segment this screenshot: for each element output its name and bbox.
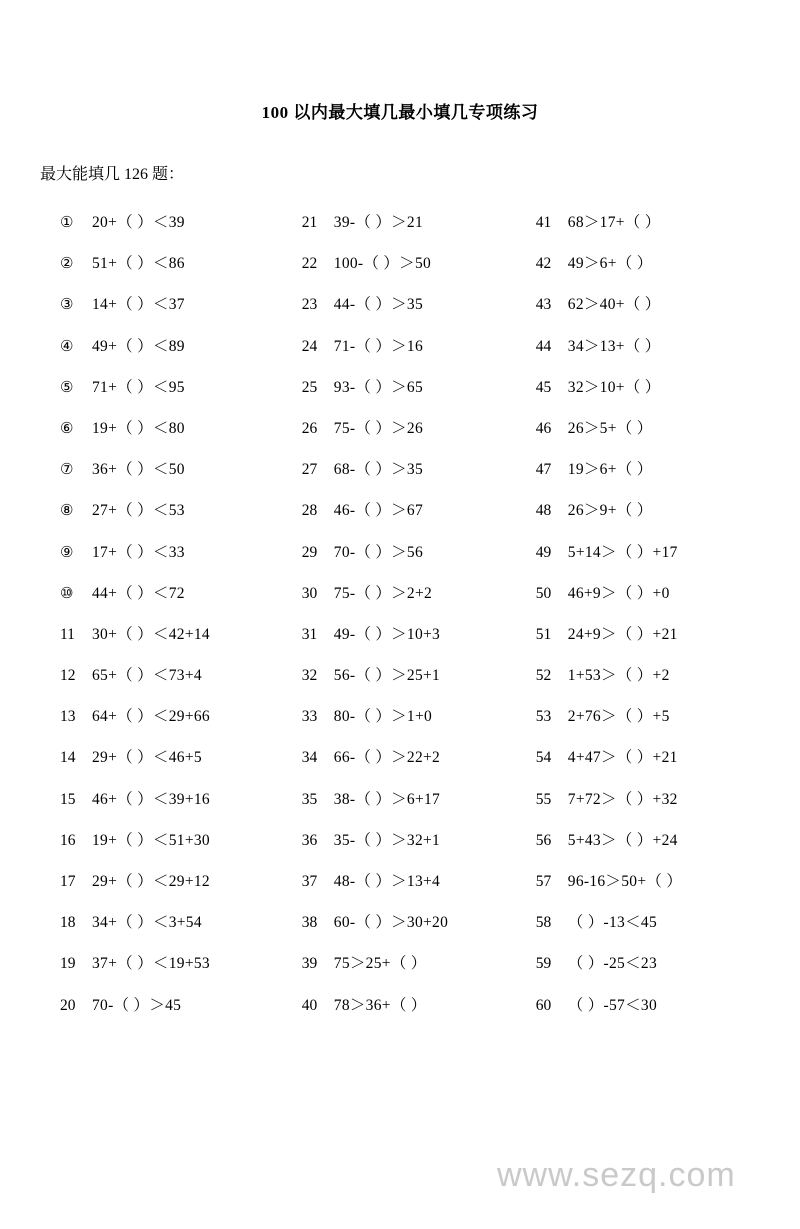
problem-text: 7+72＞（ ）+32 (567, 790, 678, 808)
problem-row (302, 704, 536, 745)
problem-row (60, 251, 302, 292)
problem-number: ④ (60, 338, 74, 355)
problem-number: 51 (535, 625, 552, 643)
problem-row (60, 622, 302, 663)
problem-text: 19＞6+（ ） (567, 461, 653, 479)
problem-text: 49＞6+（ ） (567, 255, 653, 273)
problem-number: 53 (535, 708, 552, 726)
problem-number: ⑨ (60, 544, 74, 561)
problem-row (302, 663, 536, 704)
problem-number: 40 (301, 996, 318, 1014)
problem-row (60, 540, 302, 581)
problem-row (60, 869, 302, 910)
problem-text: 49+（ ）＜89 (92, 337, 185, 355)
problem-row (60, 498, 302, 539)
problem-row (60, 416, 302, 457)
problem-row (536, 787, 760, 828)
problem-text: 71-（ ）＞16 (333, 337, 424, 355)
problem-number: 23 (301, 296, 318, 314)
problem-text: 48-（ ）＞13+4 (333, 873, 441, 890)
problem-number: ⑩ (60, 585, 74, 602)
problem-columns (40, 210, 760, 1034)
problem-number: 38 (301, 914, 318, 932)
problem-number: 37 (301, 873, 318, 890)
problem-number: 59 (535, 955, 552, 973)
problem-text: 30+（ ）＜42+14 (92, 625, 210, 643)
problem-row (302, 828, 536, 869)
problem-text: 60-（ ）＞30+20 (333, 914, 449, 932)
problem-text: 34+（ ）＜3+54 (92, 914, 202, 932)
problem-row (302, 457, 536, 498)
problem-text: 68-（ ）＞35 (333, 461, 424, 479)
problem-text: 27+（ ）＜53 (92, 502, 185, 520)
problem-number: 15 (60, 790, 76, 808)
problem-text: 71+（ ）＜95 (92, 378, 185, 396)
problem-row (60, 704, 302, 745)
problem-column-1 (60, 210, 302, 1034)
problem-row (536, 210, 760, 251)
problem-number: 29 (301, 543, 318, 561)
problem-text: （ ）-25＜23 (567, 955, 658, 973)
problem-row (536, 745, 760, 786)
section-heading: 最大能填几 126 题： (40, 166, 185, 183)
problem-text: 70-（ ）＞56 (333, 543, 424, 561)
problem-number: ⑦ (60, 462, 74, 479)
problem-number: 42 (535, 255, 552, 273)
problem-number: ⑧ (60, 503, 74, 520)
problem-number: 31 (301, 625, 318, 643)
problem-number: 52 (535, 667, 552, 685)
problem-row (536, 334, 760, 375)
problem-text: 38-（ ）＞6+17 (333, 790, 441, 808)
problem-row (302, 416, 536, 457)
problem-row (302, 540, 536, 581)
problem-text: （ ）-57＜30 (567, 996, 658, 1014)
problem-number: 22 (301, 255, 318, 273)
problem-text: 4+47＞（ ）+21 (567, 749, 678, 767)
problem-row (60, 828, 302, 869)
problem-row (536, 581, 760, 622)
problem-number: 32 (301, 667, 318, 685)
problem-number: 24 (301, 337, 318, 355)
problem-text: 75-（ ）＞26 (333, 419, 424, 437)
problem-number: 12 (60, 667, 76, 685)
problem-number: ⑥ (60, 420, 74, 437)
problem-number: 44 (535, 337, 552, 355)
problem-column-3 (536, 210, 760, 1034)
problem-text: 75＞25+（ ） (333, 955, 427, 973)
problem-text: （ ）-13＜45 (567, 914, 658, 932)
problem-row (60, 993, 302, 1034)
problem-text: 70-（ ）＞45 (92, 996, 182, 1014)
problem-number: 50 (535, 584, 552, 602)
problem-row (60, 334, 302, 375)
problem-text: 46+9＞（ ）+0 (567, 584, 670, 602)
problem-row (302, 251, 536, 292)
problem-text: 39-（ ）＞21 (333, 214, 424, 231)
problem-row (536, 622, 760, 663)
problem-row (536, 663, 760, 704)
problem-text: 37+（ ）＜19+53 (92, 955, 210, 973)
watermark: www.sezq.com (497, 1156, 736, 1194)
problem-text: 93-（ ）＞65 (333, 378, 424, 396)
problem-text: 20+（ ）＜39 (92, 214, 185, 231)
problem-row (536, 457, 760, 498)
problem-number: 36 (301, 831, 318, 849)
problem-column-2 (302, 210, 536, 1034)
problem-row (536, 828, 760, 869)
problem-row (536, 251, 760, 292)
problem-number: 39 (301, 955, 318, 973)
problem-row (536, 704, 760, 745)
problem-text: 62＞40+（ ） (567, 296, 661, 314)
problem-row (302, 993, 536, 1034)
problem-row (536, 292, 760, 333)
problem-text: 56-（ ）＞25+1 (333, 667, 441, 685)
problem-number: 43 (535, 296, 552, 314)
problem-text: 14+（ ）＜37 (92, 296, 185, 314)
problem-text: 46-（ ）＞67 (333, 502, 424, 520)
problem-text: 78＞36+（ ） (333, 996, 427, 1014)
problem-number: 41 (535, 214, 552, 231)
page-title: 100 以内最大填几最小填几专项练习 (261, 103, 539, 122)
problem-number: 58 (535, 914, 552, 932)
problem-row (302, 910, 536, 951)
problem-row (60, 910, 302, 951)
problem-number: 55 (535, 790, 552, 808)
problem-row (60, 745, 302, 786)
problem-text: 2+76＞（ ）+5 (567, 708, 670, 726)
problem-row (302, 622, 536, 663)
problem-number: 45 (535, 378, 552, 396)
problem-number: 20 (60, 996, 76, 1014)
problem-row (60, 787, 302, 828)
problem-text: 5+14＞（ ）+17 (567, 543, 678, 561)
problem-text: 44-（ ）＞35 (333, 296, 424, 314)
problem-number: 35 (301, 790, 318, 808)
problem-number: 18 (60, 914, 76, 932)
problem-number: 54 (535, 749, 552, 767)
problem-number: 14 (60, 749, 76, 767)
problem-row (302, 292, 536, 333)
problem-text: 26＞9+（ ） (567, 502, 653, 520)
problem-row (302, 745, 536, 786)
problem-number: 49 (535, 543, 552, 561)
problem-text: 36+（ ）＜50 (92, 461, 185, 479)
problem-text: 49-（ ）＞10+3 (333, 625, 441, 643)
problem-row (302, 581, 536, 622)
problem-row (302, 951, 536, 992)
problem-row (536, 993, 760, 1034)
problem-number: 34 (301, 749, 318, 767)
problem-text: 1+53＞（ ）+2 (567, 667, 670, 685)
problem-row (302, 375, 536, 416)
problem-row (302, 210, 536, 251)
problem-number: 46 (535, 419, 552, 437)
problem-number: 13 (60, 708, 76, 726)
problem-row (536, 869, 760, 910)
problem-row (536, 416, 760, 457)
problem-text: 80-（ ）＞1+0 (333, 708, 433, 726)
problem-number: ⑤ (60, 379, 74, 396)
problem-text: 32＞10+（ ） (567, 378, 661, 396)
problem-text: 5+43＞（ ）+24 (567, 831, 678, 849)
problem-number: 27 (301, 461, 318, 479)
problem-row (60, 375, 302, 416)
problem-text: 29+（ ）＜29+12 (92, 873, 210, 890)
problem-number: 21 (301, 214, 318, 231)
problem-row (302, 498, 536, 539)
problem-number: 16 (60, 831, 76, 849)
problem-row (536, 951, 760, 992)
problem-number: ③ (60, 297, 74, 314)
problem-text: 68＞17+（ ） (567, 214, 661, 231)
problem-row (60, 581, 302, 622)
problem-text: 66-（ ）＞22+2 (333, 749, 441, 767)
problem-text: 35-（ ）＞32+1 (333, 831, 441, 849)
problem-row (60, 951, 302, 992)
problem-row (60, 457, 302, 498)
problem-row (60, 210, 302, 251)
problem-text: 100-（ ）＞50 (333, 255, 432, 273)
problem-number: 60 (535, 996, 552, 1014)
problem-number: 47 (535, 461, 552, 479)
problem-row (536, 540, 760, 581)
problem-row (536, 910, 760, 951)
problem-row (536, 375, 760, 416)
problem-text: 19+（ ）＜80 (92, 419, 185, 437)
problem-number: 25 (301, 378, 318, 396)
problem-row (302, 869, 536, 910)
problem-text: 75-（ ）＞2+2 (333, 584, 433, 602)
problem-number: ② (60, 256, 74, 273)
problem-number: 56 (535, 831, 552, 849)
problem-number: 48 (535, 502, 552, 520)
problem-text: 64+（ ）＜29+66 (92, 708, 210, 726)
problem-number: ① (60, 215, 74, 231)
problem-number: 33 (301, 708, 318, 726)
problem-row (536, 498, 760, 539)
problem-text: 26＞5+（ ） (567, 419, 653, 437)
worksheet-page (0, 98, 800, 1229)
problem-row (302, 787, 536, 828)
problem-text: 44+（ ）＜72 (92, 584, 185, 602)
problem-number: 57 (535, 873, 552, 890)
problem-text: 51+（ ）＜86 (92, 255, 185, 273)
problem-number: 28 (301, 502, 318, 520)
problem-row (302, 334, 536, 375)
problem-number: 11 (60, 625, 75, 643)
problem-number: 19 (60, 955, 76, 973)
problem-text: 19+（ ）＜51+30 (92, 831, 210, 849)
problem-text: 24+9＞（ ）+21 (567, 625, 678, 643)
problem-row (60, 292, 302, 333)
problem-text: 29+（ ）＜46+5 (92, 749, 202, 767)
problem-text: 65+（ ）＜73+4 (92, 667, 202, 685)
problem-text: 96-16＞50+（ ） (567, 873, 683, 890)
problem-number: 17 (60, 873, 76, 890)
problem-text: 17+（ ）＜33 (92, 543, 185, 561)
problem-row (60, 663, 302, 704)
problem-number: 26 (301, 419, 318, 437)
problem-number: 30 (301, 584, 318, 602)
problem-text: 46+（ ）＜39+16 (92, 790, 210, 808)
problem-text: 34＞13+（ ） (567, 337, 661, 355)
